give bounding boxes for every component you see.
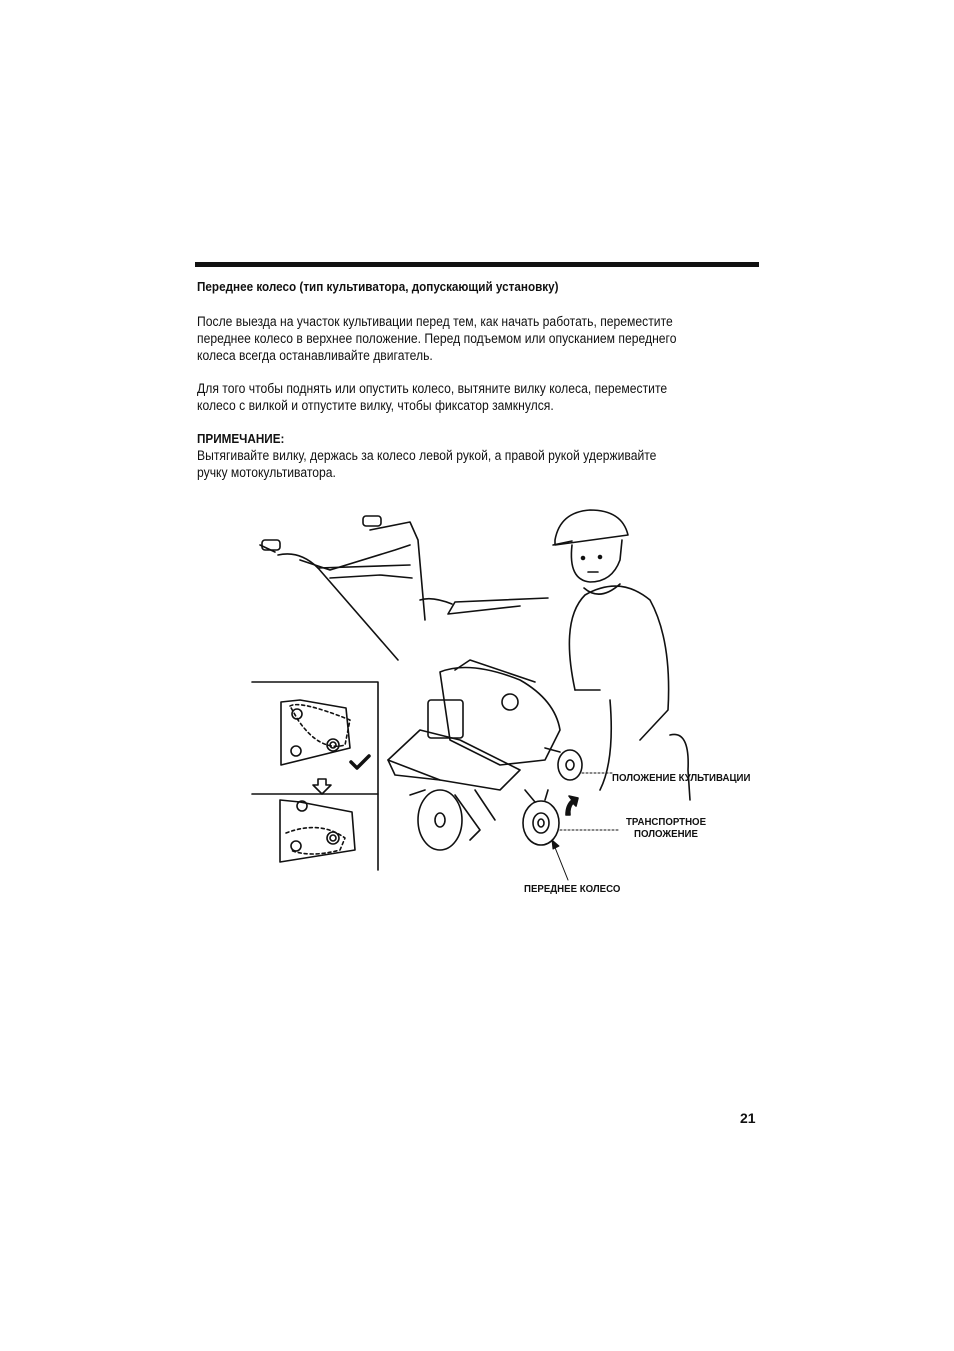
lift-arrow-icon [566,796,578,815]
callout-transport-position [624,816,709,840]
operator-figure [420,510,690,800]
engine-body [428,660,560,765]
paragraph-line: переднее колесо в верхнее положение. Перед подъемом или опусканием переднего [197,331,677,346]
paragraph-line: После выезда на участок культивации перед тем, как начать работать, переместите [197,314,673,329]
page-number: 21 [740,1110,756,1126]
section-title: Переднее колесо (тип культиватора, допускающий установку) [197,279,559,294]
paragraph-procedure [197,380,737,414]
inset-lock-position-top [281,700,369,768]
paragraph-line: колесо с вилкой и отпустите вилку, чтобы фиксатор замкнулся. [197,398,554,413]
inset-detail-frame [252,682,378,870]
callout-front-wheel: ПЕРЕДНЕЕ КОЛЕСО [524,883,621,895]
paragraph-intro [197,313,737,364]
callout-cultivation-position: ПОЛОЖЕНИЕ КУЛЬТИВАЦИИ [612,772,751,784]
paragraph-line: Для того чтобы поднять или опустить колесо, вытяните вилку колеса, переместите [197,381,668,396]
tiller-tines [410,790,495,850]
tiller-front-wheel-illustration [250,505,770,905]
note-label: ПРИМЕЧАНИЕ: [197,431,285,446]
callout-transport-line: ПОЛОЖЕНИЕ [634,828,698,840]
note-line: ручку мотокультиватора. [197,465,336,480]
callout-transport-line: ТРАНСПОРТНОЕ [625,816,707,828]
down-arrow-icon [313,779,331,794]
tiller-deck [388,730,520,790]
callout-leaders [552,773,620,880]
cultivation-wheel [545,748,582,780]
inset-lock-position-bottom [280,800,355,862]
handlebar-assembly [260,516,425,660]
paragraph-line: колеса всегда останавливайте двигатель. [197,348,433,363]
section-rule [195,262,759,267]
front-wheel [523,790,559,845]
note-text [197,447,737,481]
note-line: Вытягивайте вилку, держась за колесо левой рукой, а правой рукой удерживайте [197,448,657,463]
